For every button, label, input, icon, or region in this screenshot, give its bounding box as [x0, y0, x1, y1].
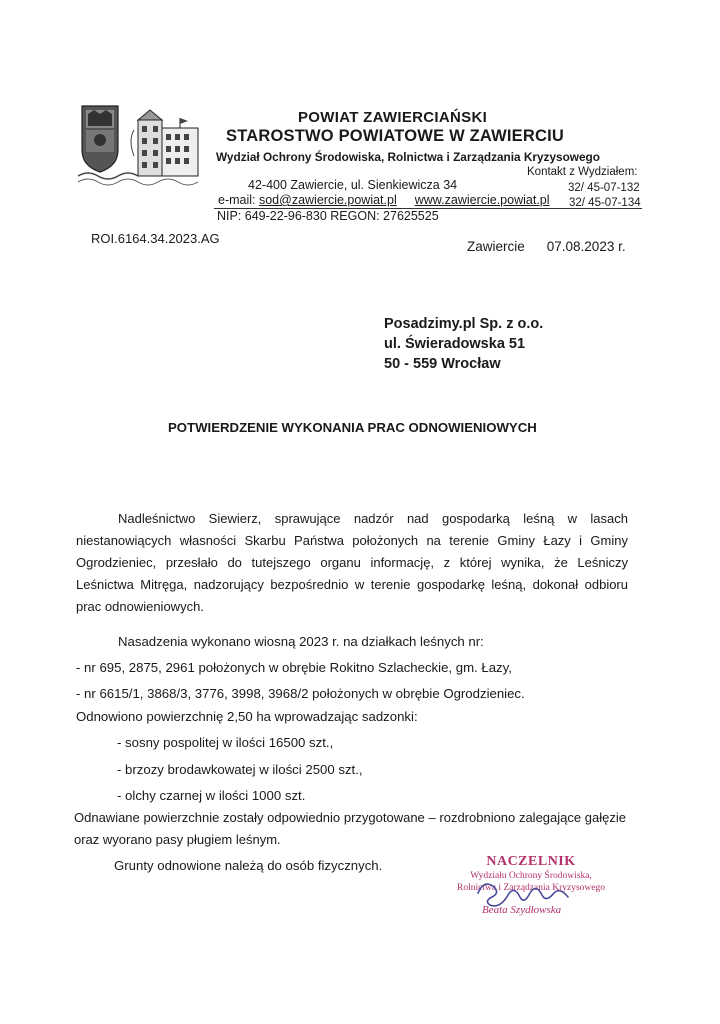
coat-of-arms-and-building-logo: [78, 100, 206, 190]
letterhead-email-line: [218, 193, 550, 207]
document-subject: POTWIERDZENIE WYKONANIA PRAC ODNOWIENIOWYCH: [168, 420, 537, 435]
recipient-street: ul. Świeradowska 51: [384, 336, 526, 352]
stamp-line-1: Wydziału Ochrony Środowiska,: [470, 871, 592, 881]
seedling-list-item: - brzozy brodawkowatej w ilości 2500 szt.,: [117, 762, 363, 777]
contact-label: Kontakt z Wydziałem:: [527, 166, 638, 178]
phone-number-1: 32/ 45-07-132: [568, 182, 640, 194]
date: 07.08.2023 r.: [546, 239, 626, 254]
planting-intro: Nasadzenia wykonano wiosną 2023 r. na działkach leśnych nr:: [118, 634, 484, 649]
recipient-city: 50 - 559 Wrocław: [384, 356, 501, 372]
plot-list-item: - nr 6615/1, 3868/3, 3776, 3998, 3968/2 położonych w obrębie Ogrodzieniec.: [76, 686, 525, 701]
seedling-list-item: - olchy czarnej w ilości 1000 szt.: [117, 788, 306, 803]
letterhead-subtitle: STAROSTWO POWIATOWE W ZAWIERCIU: [226, 127, 565, 145]
plot-list-item: - nr 695, 2875, 2961 położonych w obrębie Rokitno Szlacheckie, gm. Łazy,: [76, 660, 512, 675]
place-and-date: [467, 239, 626, 254]
phone-number-2: 32/ 45-07-134: [569, 197, 641, 209]
place: Zawiercie: [467, 239, 525, 254]
body-paragraph-1: Nadleśnictwo Siewierz, sprawujące nadzór nad gospodarką leśną w lasach niestanowiących własności Skarbu Państwa położonych na terenie Gminy Łazy i Gminy Ogrodzieniec, przesłało do tutejszego organu informację, z której wynika, że Leśniczy Leśnictwa Mitręga, nadzorujący bezpośrednio w terenie gospodarkę leśną, dokonał odbioru prac odnowieniowych.: [76, 511, 628, 614]
stamp-signatory-name: Beata Szydłowska: [482, 904, 562, 916]
area-line: Odnowiono powierzchnię 2,50 ha wprowadzając sadzonki:: [76, 709, 418, 724]
nip-regon: NIP: 649-22-96-830 REGON: 27625525: [217, 209, 439, 223]
website-link[interactable]: www.zawiercie.powiat.pl: [414, 193, 550, 207]
stamp-line-2: Rolnictwa i Zarządzania Kryzysowego: [457, 883, 605, 893]
preparation-paragraph: Odnawiane powierzchnie zostały odpowiednio przygotowane – rozdrobniono zalegające gałęzie oraz wyorano pasy pługiem leśnym.: [74, 810, 626, 847]
email-link[interactable]: sod@zawiercie.powiat.pl: [258, 193, 397, 207]
letterhead-title: POWIAT ZAWIERCIAŃSKI: [298, 109, 488, 126]
ownership-line: Grunty odnowione należą do osób fizycznych.: [114, 858, 383, 873]
reference-number: ROI.6164.34.2023.AG: [91, 231, 220, 246]
letterhead-address: 42-400 Zawiercie, ul. Sienkiewicza 34: [248, 178, 458, 192]
recipient-address: [384, 314, 543, 374]
email-prefix: e-mail:: [218, 193, 259, 207]
recipient-name: Posadzimy.pl Sp. z o.o.: [384, 316, 544, 332]
letterhead-department: Wydział Ochrony Środowiska, Rolnictwa i Zarządzania Kryzysowego: [216, 150, 600, 164]
stamp-title: NACZELNIK: [486, 854, 576, 869]
seedling-list-item: - sosny pospolitej w ilości 16500 szt.,: [117, 735, 334, 750]
